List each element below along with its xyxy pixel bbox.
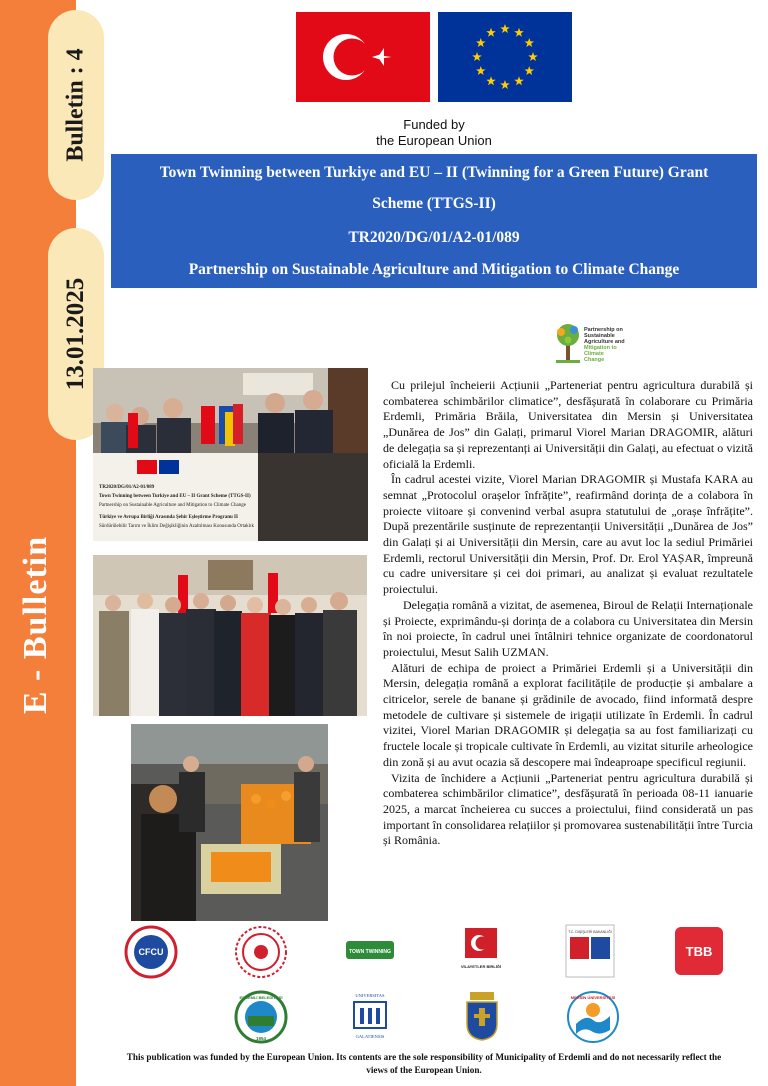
svg-text:1954: 1954 <box>255 1036 267 1041</box>
photo-signing-meeting <box>93 368 368 541</box>
eu-star-icon <box>476 66 486 75</box>
article-paragraph-5: Vizita de închidere a Acțiunii „Parteneriat pentru agricultura durabilă și combaterea schimbărilor climatice”, desfășurată în perioada 08-11 ianuarie 2025, a marcat încheierea cu succes a proiectului, fiind considerată un pas important în consolidarea relațiilor și promovarea sustenabilității între Turcia și România. <box>383 770 753 848</box>
town-twinning-logo <box>346 939 394 961</box>
eu-star-icon <box>524 66 534 75</box>
project-logo <box>552 322 632 366</box>
logo-line-3: Agriculture and <box>584 339 625 345</box>
bulletin-type: E - Bulletin <box>17 535 54 715</box>
eu-star-icon <box>514 76 524 85</box>
svg-text:MERSİN ÜNİVERSİTESİ: MERSİN ÜNİVERSİTESİ <box>570 995 616 1000</box>
svg-text:VİLAYETLER BİRLİĞİ: VİLAYETLER BİRLİĞİ <box>460 964 502 969</box>
photo-banner-line-2: Town Twinning between Turkiye and EU – II Grant Scheme (TTGS-II) <box>99 494 251 499</box>
eu-star-icon <box>500 80 510 89</box>
bulletin-number: Bulletin : 4 <box>62 48 89 162</box>
photo-banner-line-3: Partnership on Sustainable Agriculture and Mitigation to Climate Change <box>99 503 246 508</box>
disclaimer-line-1: This publication was funded by the European Union. Its contents are the sole responsibility of Municipality of Erdemli and do not necessarily reflect the <box>126 1052 722 1062</box>
article-paragraph-4: Alături de echipa de proiect a Primăriei Erdemli și a Universității din Mersin, delegația română a explorat facilitățile de producție și ambalare a citricelor, serele de banane și grădinile de avocado, fiind informată despre metodele de cultivare și sistemele de irigații utilizate în Erdemli. În cadrul vizitei, Viorel Marian DRAGOMIR și delegația sa au fost familiarizați cu fructele locale și tropicale cultivate în Erdemli, au vizitat siturile arheologice din zonă și au avut ocazia să descopere mai îndeaproape specificul regiunii. <box>383 660 753 769</box>
eu-star-icon <box>486 76 496 85</box>
disclaimer-line-2: views of the European Union. <box>366 1065 482 1075</box>
svg-text:GALATIENSIS: GALATIENSIS <box>355 1034 385 1039</box>
turkey-flag <box>296 12 430 102</box>
svg-text:ERDEMLİ BELEDİYESİ: ERDEMLİ BELEDİYESİ <box>239 995 283 1000</box>
photo-banner-line-5: Sürdürülebilir Tarım ve İklim Değişikliğinin Azaltılması Konusunda Ortaklık <box>99 524 254 529</box>
mersin-university-logo <box>566 990 620 1044</box>
eu-flag <box>438 12 572 102</box>
eu-star-icon <box>514 28 524 37</box>
eu-star-icon <box>528 52 538 61</box>
logo-line-1: Partnership on <box>584 327 623 333</box>
eu-star-icon <box>472 52 482 61</box>
article-paragraph-1: Cu prilejul încheierii Acțiunii „Parteneriat pentru agricultura durabilă și combaterea schimbărilor climatice”, desfășurată în colaborare cu Primăria Erdemli, Primăria Brăila, Universitatea din Mersin și Universitatea „Dunărea de Jos” din Galați, primarul Viorel Marian DRAGOMIR, alături de delegația sa și reprezentanți ai Universității din Galați, au efectuat o vizită oficială la Erdemli. <box>383 378 753 471</box>
photo-banner-line-1: TR2020/DG/01/A2-01/089 <box>99 485 155 490</box>
ministry-logo <box>566 925 614 977</box>
funded-line-1: Funded by <box>403 117 465 132</box>
svg-text:CFCU: CFCU <box>138 947 164 957</box>
banner-line-2: Scheme (TTGS-II) <box>372 195 496 212</box>
svg-text:TOWN TWINNING: TOWN TWINNING <box>349 949 391 955</box>
erdemli-municipality-logo <box>234 990 288 1044</box>
vilayetler-birligi-logo <box>460 926 502 976</box>
svg-text:T.C. DIŞİŞLERİ BAKANLIĞI: T.C. DIŞİŞLERİ BAKANLIĞI <box>568 930 612 934</box>
project-title-banner <box>111 154 757 288</box>
photo-citrus-facility <box>131 724 328 921</box>
banner-line-4: Partnership on Sustainable Agriculture and Mitigation to Climate Change <box>188 261 680 278</box>
issue-date: 13.01.2025 <box>62 277 89 391</box>
banner-line-1: Town Twinning between Turkiye and EU – II (Twinning for a Green Future) Grant <box>159 164 709 181</box>
logo-line-5: Climate <box>584 351 604 357</box>
logo-line-2: Sustainable <box>584 333 615 339</box>
photo-group <box>93 555 367 716</box>
government-seal-logo <box>234 925 288 979</box>
logo-line-6: Change <box>584 357 605 363</box>
eu-star-icon <box>524 38 534 47</box>
eu-star-icon <box>486 28 496 37</box>
eu-star-icon <box>476 38 486 47</box>
svg-text:UNIVERSITAS: UNIVERSITAS <box>355 993 385 998</box>
funded-by-eu <box>296 117 572 149</box>
braila-coat-of-arms <box>464 990 500 1042</box>
article-paragraph-3: Delegația română a vizitat, de asemenea, Biroul de Relații Internaționale și Proiecte, exprimându-și dorința de a colabora cu Universitatea din Mersin în noi proiecte, în cadrul unei întâlniri tehnice organizate de coordonatorul proiectului, Mesut Salih UZMAN. <box>383 597 753 659</box>
article-body <box>383 378 753 849</box>
svg-text:TBB: TBB <box>685 944 713 959</box>
logo-line-4: Mitigation to <box>584 345 617 351</box>
funded-line-2: the European Union <box>376 133 492 148</box>
tbb-logo <box>675 927 723 975</box>
eu-star-icon <box>500 24 510 33</box>
photo-banner-line-4: Türkiye ve Avrupa Birliği Arasında Şehir Eşleştirme Programı II <box>99 515 238 520</box>
disclaimer-footer <box>80 1051 768 1077</box>
article-paragraph-2: În cadrul acestei vizite, Viorel Marian DRAGOMIR și Mustafa KARA au semnat „Protocolul orașelor înfrățite”, reafirmând dorința de a colabora în proiecte viitoare și convenind verbal asupra statutului de „orașe înfrățite”. După prezentările susținute de reprezentanții Universității „Dunărea de Jos” din Galați și ai Universității din Mersin, care au avut loc la sediul Primăriei Erdemli, rectorul Universității din Mersin, Prof. Dr. Erol YAȘAR, împreună cu cadre universitare și cei doi primari, au analizat și evaluat rezultatele proiectului. <box>383 472 753 597</box>
cfcu-logo <box>124 925 178 979</box>
banner-line-3: TR2020/DG/01/A2-01/089 <box>348 229 520 246</box>
galati-university-logo <box>348 990 392 1044</box>
